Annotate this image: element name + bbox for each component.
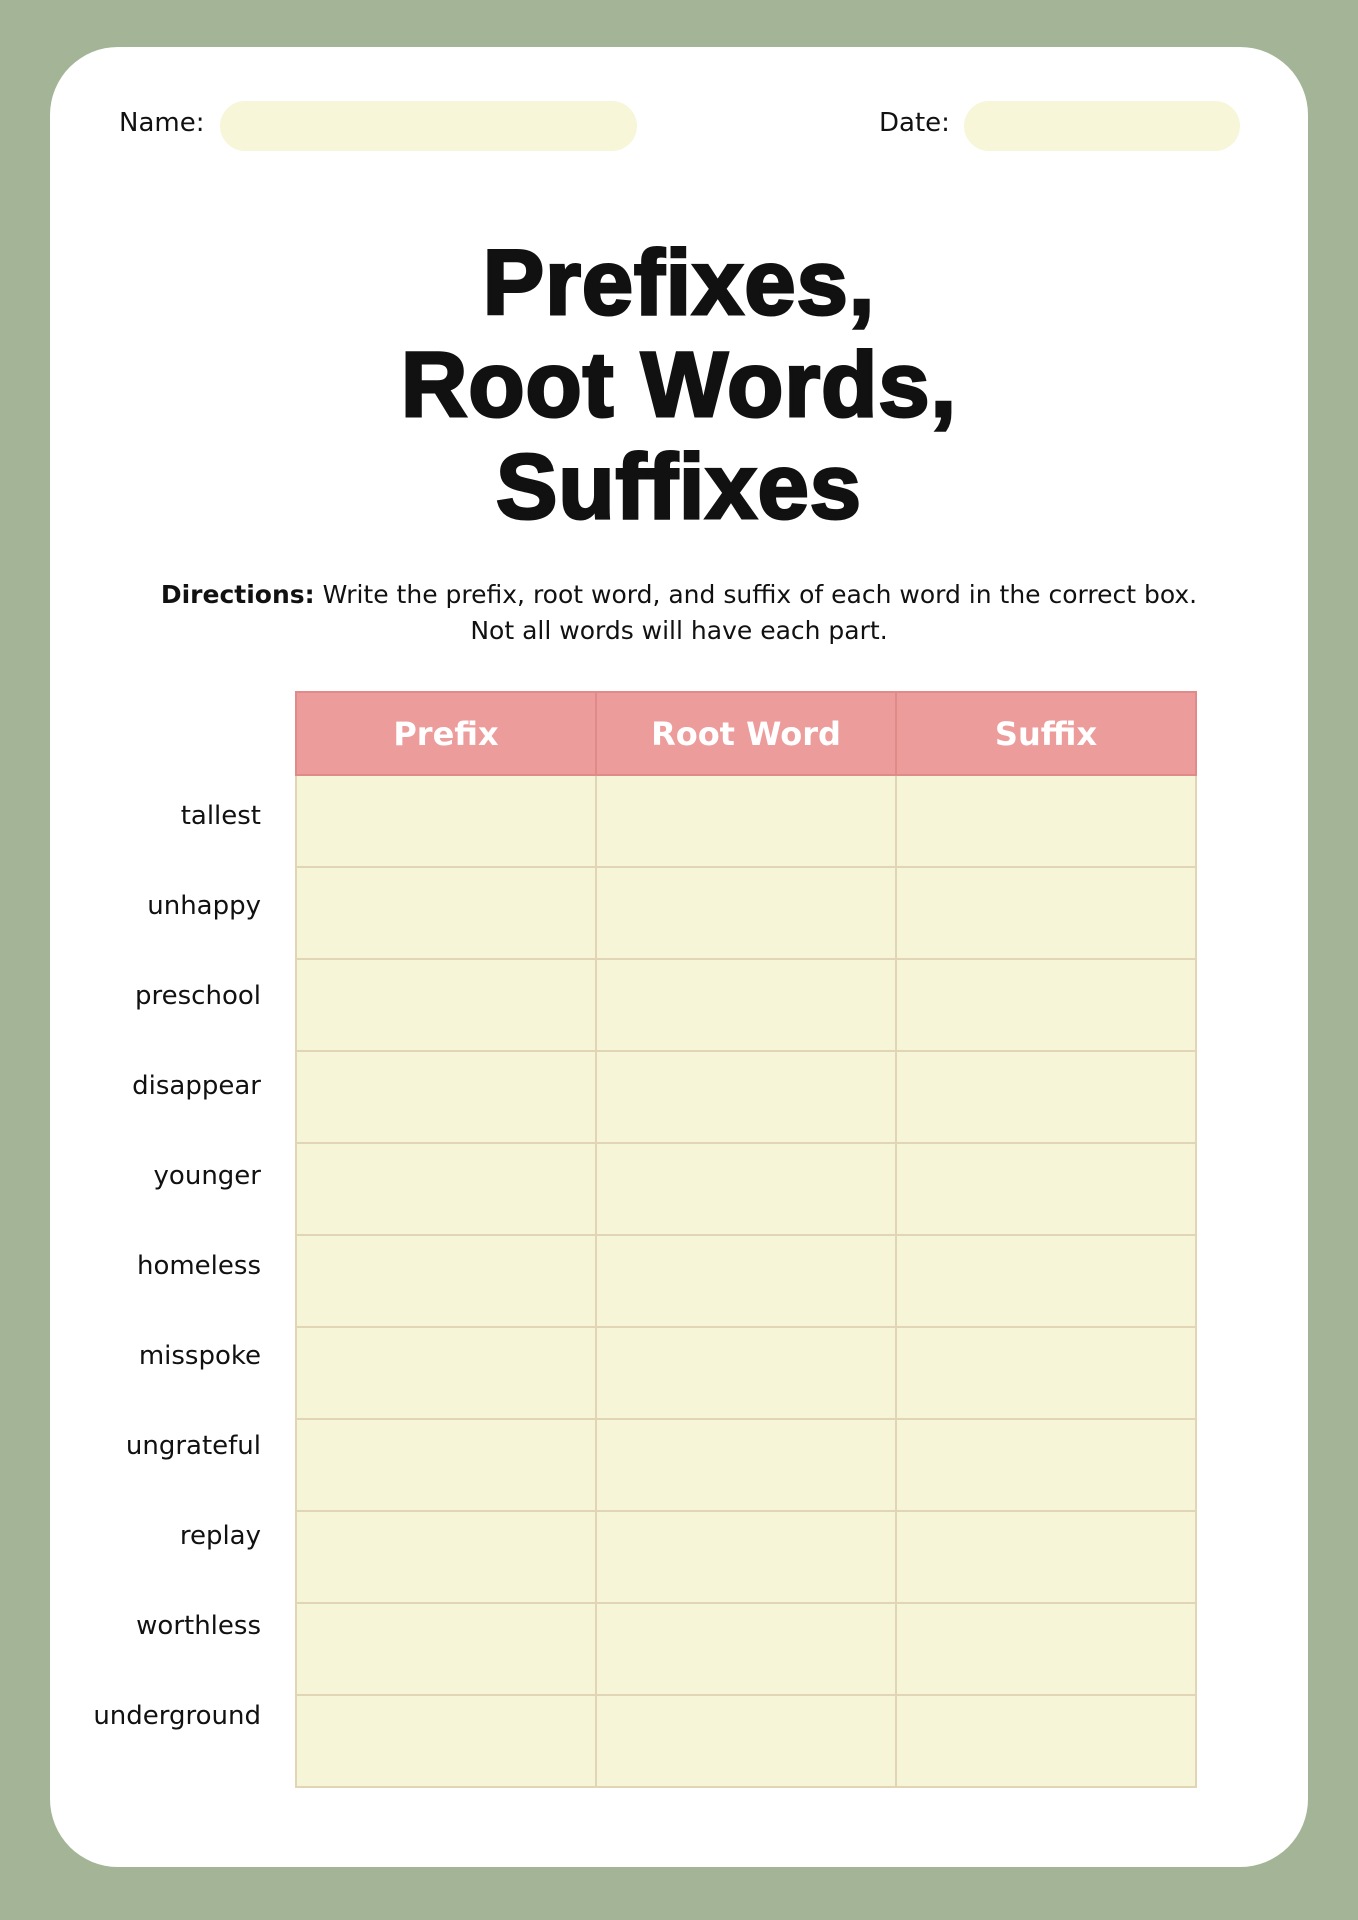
root-word-answer-cell[interactable] [596,1419,896,1511]
column-header-prefix: Prefix [296,692,596,775]
word-list [60,771,261,1761]
suffix-answer-cell[interactable] [896,775,1196,867]
root-word-answer-cell[interactable] [596,775,896,867]
table-row [296,1327,1196,1419]
suffix-answer-cell[interactable] [896,1051,1196,1143]
directions [0,577,1358,649]
date-label: Date: [879,108,950,138]
date-field[interactable] [964,101,1240,151]
prefix-answer-cell[interactable] [296,1603,596,1695]
table-row [296,1235,1196,1327]
root-word-answer-cell[interactable] [596,1603,896,1695]
table-row [296,959,1196,1051]
page-title [0,232,1358,538]
table-row [296,867,1196,959]
prefix-answer-cell[interactable] [296,1695,596,1787]
suffix-answer-cell[interactable] [896,1419,1196,1511]
directions-text-1: Write the prefix, root word, and suffix of each word in the correct box. [314,580,1198,609]
root-word-answer-cell[interactable] [596,1327,896,1419]
prefix-answer-cell[interactable] [296,1143,596,1235]
prefix-answer-cell[interactable] [296,1235,596,1327]
table-row [296,1143,1196,1235]
word-label: tallest [180,801,261,831]
root-word-answer-cell[interactable] [596,867,896,959]
prefix-answer-cell[interactable] [296,1051,596,1143]
directions-text-2: Not all words will have each part. [470,616,888,645]
directions-label: Directions: [160,580,315,609]
answer-table [295,691,1197,1788]
root-word-answer-cell[interactable] [596,1511,896,1603]
word-label: younger [153,1161,261,1191]
root-word-answer-cell[interactable] [596,1143,896,1235]
name-field[interactable] [220,101,637,151]
suffix-answer-cell[interactable] [896,1327,1196,1419]
table-row [296,1511,1196,1603]
word-label: misspoke [138,1341,261,1371]
word-label: worthless [136,1611,261,1641]
suffix-answer-cell[interactable] [896,867,1196,959]
table-row [296,1695,1196,1787]
word-label: ungrateful [125,1431,261,1461]
root-word-answer-cell[interactable] [596,1051,896,1143]
word-label: homeless [136,1251,261,1281]
prefix-answer-cell[interactable] [296,1511,596,1603]
root-word-answer-cell[interactable] [596,1235,896,1327]
word-label: disappear [132,1071,261,1101]
name-label: Name: [119,108,205,138]
prefix-answer-cell[interactable] [296,1419,596,1511]
word-label: underground [93,1701,261,1731]
table-row [296,775,1196,867]
word-label: unhappy [147,891,261,921]
prefix-answer-cell[interactable] [296,775,596,867]
suffix-answer-cell[interactable] [896,1511,1196,1603]
suffix-answer-cell[interactable] [896,1143,1196,1235]
word-label: preschool [135,981,261,1011]
prefix-answer-cell[interactable] [296,867,596,959]
suffix-answer-cell[interactable] [896,959,1196,1051]
title-line-2: Root Words, [400,334,958,436]
title-line-1: Prefixes, [482,232,876,334]
title-line-3: Suffixes [496,436,862,538]
suffix-answer-cell[interactable] [896,1603,1196,1695]
root-word-answer-cell[interactable] [596,1695,896,1787]
column-header-root-word: Root Word [596,692,896,775]
prefix-answer-cell[interactable] [296,959,596,1051]
table-row [296,1603,1196,1695]
column-header-suffix: Suffix [896,692,1196,775]
root-word-answer-cell[interactable] [596,959,896,1051]
table-row [296,1051,1196,1143]
table-row [296,1419,1196,1511]
prefix-answer-cell[interactable] [296,1327,596,1419]
word-label: replay [179,1521,261,1551]
suffix-answer-cell[interactable] [896,1695,1196,1787]
suffix-answer-cell[interactable] [896,1235,1196,1327]
